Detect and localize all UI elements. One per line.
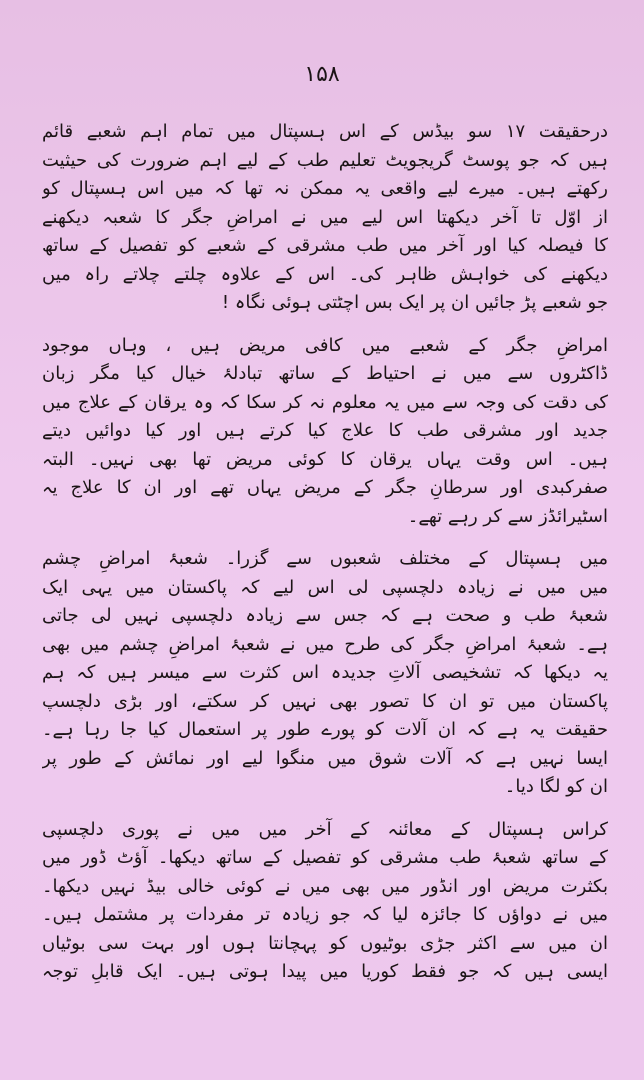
paragraph-4 [42, 816, 608, 987]
text-line: رکھتے ہیں۔ میرے لیے واقعی یہ ممکن نہ تھا کہ میں اس ہسپتال کو [42, 178, 608, 199]
page-number: ۱۵۸ [304, 62, 340, 87]
paragraph-1 [42, 118, 608, 318]
text-line: ایسا نہیں ہے کہ آلات شوق میں منگوا لیے اور نمائش کے طور پر [42, 747, 608, 769]
text-line: ہے۔ شعبۂ امراضِ جگر کی طرح میں نے شعبۂ امراضِ چشم میں بھی [42, 633, 608, 655]
text-line: درحقیقت ۱۷ سو بیڈس کے اس ہسپتال میں تمام اہم شعبے قائم [42, 121, 608, 142]
text-line: جو شعبے پڑ جائیں ان پر ایک بس اچٹتی ہوئی نگاہ ! [221, 292, 608, 313]
text-line: ڈاکٹروں سے میں نے احتیاط کے ساتھ تبادلۂ خیال کیا مگر زبان [42, 363, 608, 384]
text-line: میں میں نے زیادہ دلچسپی لی اس لیے کہ پاکستان میں یہی ایک [42, 576, 608, 598]
text-line: میں ہسپتال کے مختلف شعبوں سے گزرا۔ شعبۂ امراضِ چشم [42, 548, 608, 569]
text-line: حقیقت یہ ہے کہ ان آلات کو پورے طور پر استعمال کیا جا رہا ہے۔ [42, 719, 608, 740]
text-line: کے ساتھ شعبۂ طب مشرقی کو تفصیل کے ساتھ دیکھا۔ آؤٹ ڈور میں [42, 847, 608, 868]
page-body [42, 118, 608, 987]
text-line: دیکھنے کی خواہش ظاہر کی۔ اس کے علاوہ چلتے چلاتے راہ میں [42, 263, 608, 285]
text-line: میں نے دواؤں کا جائزہ لیا کہ جو زیادہ تر مفردات پر مشتمل ہیں۔ [42, 904, 608, 925]
text-line: پاکستان میں تو ان کا تصور بھی نہیں کر سکتے، اور بڑی دلچسپ [42, 690, 608, 712]
text-line: کا فیصلہ کیا اور آخر میں طب مشرقی کے شعبے کو تفصیل کے ساتھ [42, 235, 608, 256]
text-line: اسٹیرائڈز سے کر رہے تھے۔ [407, 505, 608, 527]
text-line: از اوّل تا آخر دیکھتا اس لیے میں نے امراضِ جگر کا شعبہ دیکھنے [42, 206, 608, 228]
text-line: ایسی ہیں کہ جو فقط کوریا میں پیدا ہوتی ہیں۔ ایک قابلِ توجہ [42, 961, 608, 982]
text-line: ہیں کہ جو پوسٹ گریجویٹ تعلیم طب کے لیے اہم ضرورت کی حیثیت [42, 149, 608, 171]
text-line: بکثرت مریض اور انڈور میں بھی میں نے کوئی خالی بیڈ نہیں دیکھا۔ [42, 875, 608, 897]
paragraph-2 [42, 332, 608, 532]
text-line: ہیں۔ اس وقت یہاں یرقان کا کوئی مریض تھا بھی نہیں۔ البتہ [42, 448, 608, 470]
text-line: امراضِ جگر کے شعبے میں کافی مریض ہیں ، وہاں موجود [42, 334, 608, 356]
text-line: کی دقت کی وجہ سے میں یہ معلوم نہ کر سکا کہ وہ یرقان کے علاج میں [42, 391, 608, 413]
text-line: ان کو لگا دیا۔ [504, 776, 608, 797]
text-line: کراس ہسپتال کے معائنہ کے آخر میں میں نے پوری دلچسپی [42, 818, 608, 840]
paragraph-3 [42, 545, 608, 802]
text-line: ان میں سے اکثر جڑی بوٹیوں کو پہچانتا ہوں اور بہت سی بوٹیاں [42, 932, 608, 954]
text-line: شعبۂ طب و صحت ہے کہ جس سے زیادہ دلچسپی نہیں لی جاتی [42, 605, 608, 626]
text-line: یہ دیکھا کہ تشخیصی آلاتِ جدیدہ اس کثرت سے میسر ہیں کہ ہم [42, 662, 608, 683]
text-line: صفرکبدی اور سرطانِ جگر کے مریض یہاں تھے اور ان کا علاج یہ [42, 477, 608, 498]
text-line: جدید اور مشرقی طب کا علاج کیا کرتے ہیں اور کیا دوائیں دیتے [42, 420, 608, 441]
